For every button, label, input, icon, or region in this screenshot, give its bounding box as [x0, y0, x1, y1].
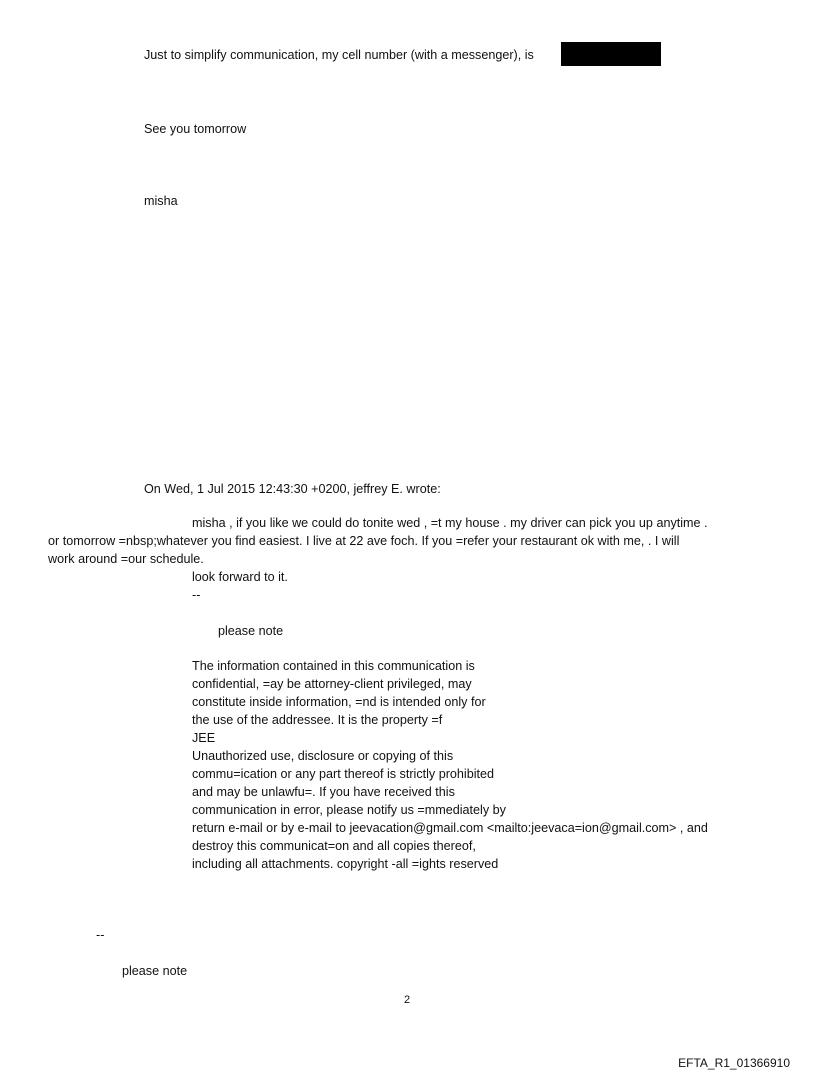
disclaimer-line: The information contained in this communication is: [192, 659, 475, 673]
disclaimer-line: return e-mail or by e-mail to jeevacation@gmail.com <mailto:jeevaca=ion@gmail.com> , and: [192, 821, 708, 835]
signature: misha: [144, 194, 178, 208]
quote-line-5: --: [192, 588, 201, 602]
document-id: EFTA_R1_01366910: [678, 1056, 790, 1070]
disclaimer-line: commu=ication or any part thereof is strictly prohibited: [192, 767, 495, 781]
see-you-line: See you tomorrow: [144, 122, 247, 136]
quote-line-2: or tomorrow =nbsp;whatever you find easiest. I live at 22 ave foch. If you =refer your restaurant ok with me, . I will: [48, 534, 680, 548]
quote-line-3: work around =our schedule.: [48, 552, 204, 566]
cell-number-line: Just to simplify communication, my cell number (with a messenger), is: [144, 48, 534, 62]
disclaimer-line: JEE: [192, 731, 216, 745]
quote-please-note: please note: [218, 624, 284, 638]
disclaimer-line: the use of the addressee. It is the property =f: [192, 713, 443, 727]
disclaimer-line: communication in error, please notify us =mmediately by: [192, 803, 506, 817]
page-number: 2: [404, 994, 411, 1006]
disclaimer-line: constitute inside information, =nd is intended only for: [192, 695, 486, 709]
tail-please-note: please note: [122, 964, 188, 978]
disclaimer-line: including all attachments. copyright -all =ights reserved: [192, 857, 499, 871]
disclaimer-line: destroy this communicat=on and all copies thereof,: [192, 839, 476, 853]
redaction-box: [561, 42, 661, 66]
quote-header: On Wed, 1 Jul 2015 12:43:30 +0200, jeffrey E. wrote:: [144, 482, 441, 496]
disclaimer-line: and may be unlawfu=. If you have received this: [192, 785, 455, 799]
tail-dashes: --: [96, 928, 105, 942]
disclaimer-line: confidential, =ay be attorney-client privileged, may: [192, 677, 472, 691]
disclaimer-line: Unauthorized use, disclosure or copying of this: [192, 749, 454, 763]
quote-line-1: misha , if you like we could do tonite wed , =t my house . my driver can pick you up anytime .: [192, 516, 708, 530]
quote-line-4: look forward to it.: [192, 570, 288, 584]
